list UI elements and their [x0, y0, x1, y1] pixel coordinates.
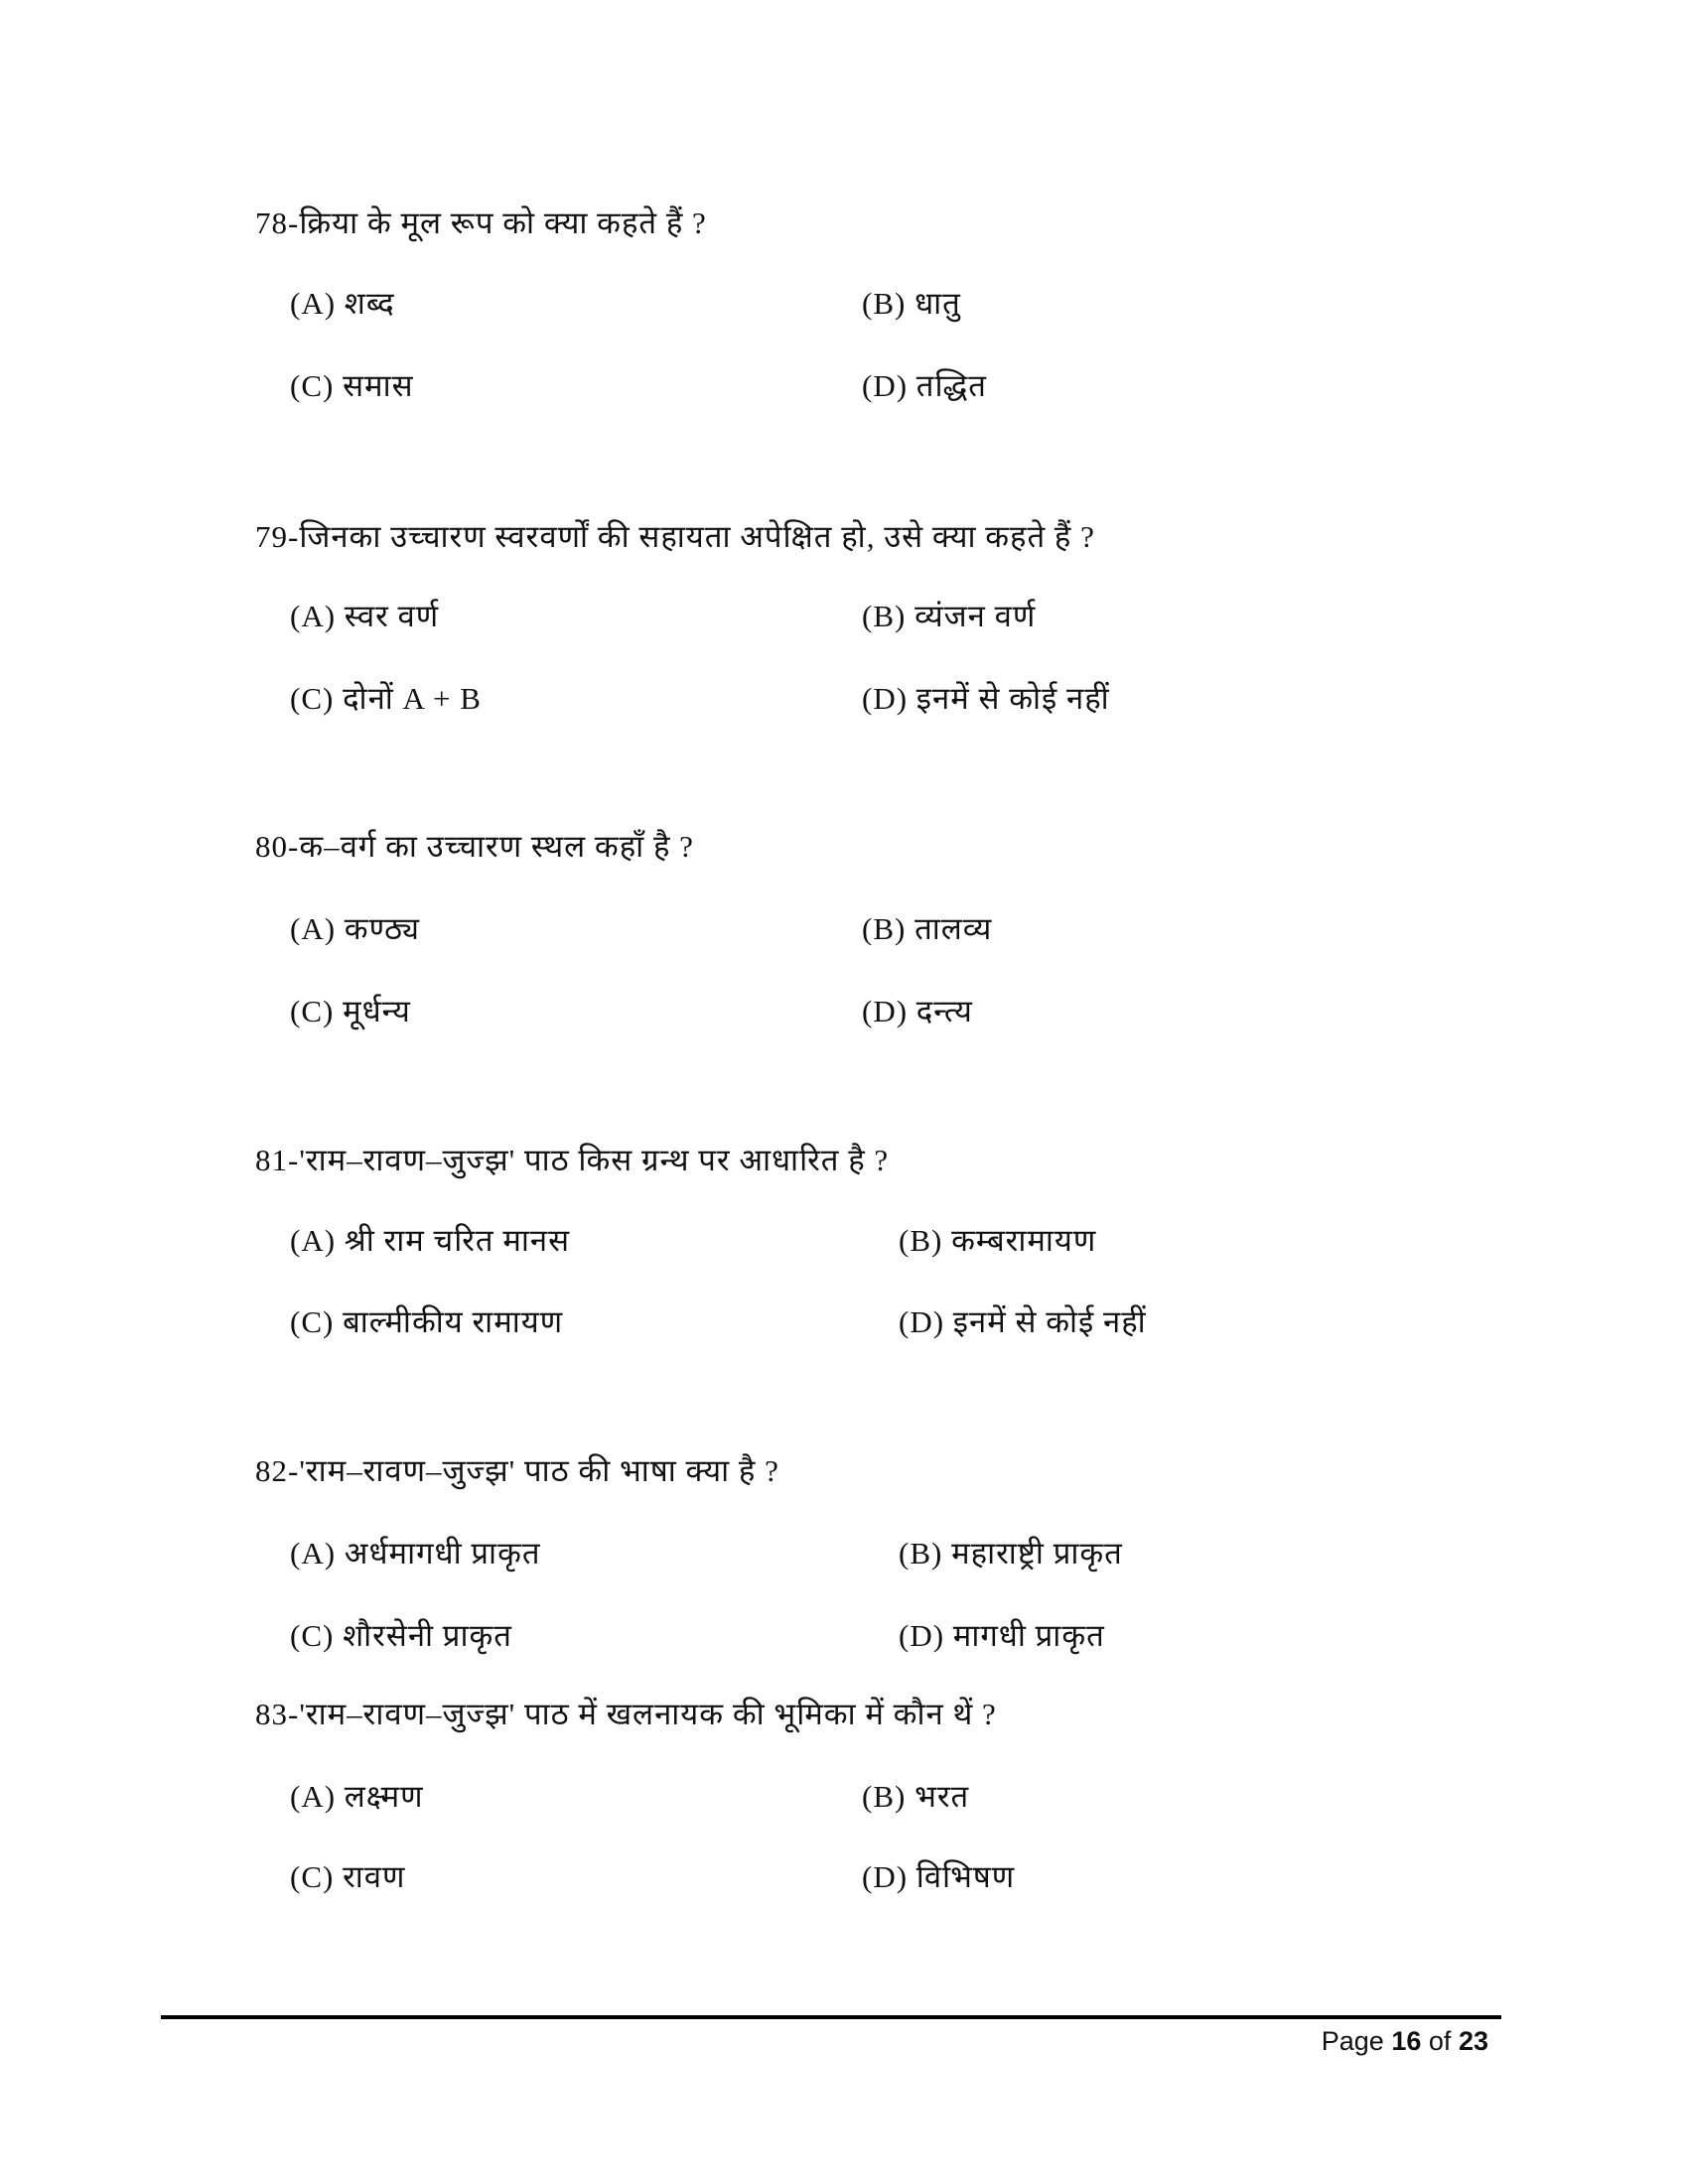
option-a: (A) कण्ठ्य	[290, 911, 420, 946]
option-c: (C) रावण	[290, 1859, 406, 1894]
option-a: (A) अर्धमागधी प्राकृत	[290, 1536, 541, 1570]
question-text: 78-क्रिया के मूल रूप को क्या कहते हैं ?	[255, 205, 707, 240]
option-d: (D) इनमें से कोई नहीं	[862, 681, 1110, 716]
option-d: (D) तद्धित	[862, 368, 987, 403]
footer-divider	[161, 2015, 1501, 2019]
option-d: (D) मागधी प्राकृत	[899, 1618, 1105, 1653]
question-text: 79-जिनका उच्चारण स्वरवर्णों की सहायता अपेक्षित हो, उसे क्या कहते हैं ?	[255, 519, 1095, 554]
option-a: (A) स्वर वर्ण	[290, 599, 440, 633]
option-c: (C) समास	[290, 368, 414, 403]
option-a: (A) श्री राम चरित मानस	[290, 1223, 571, 1258]
option-c: (C) मूर्धन्य	[290, 994, 411, 1028]
option-c: (C) शौरसेनी प्राकृत	[290, 1618, 512, 1653]
question-text: 83-'राम–रावण–जुज्झ' पाठ में खलनायक की भूमिका में कौन थें ?	[255, 1697, 997, 1731]
option-b: (B) तालव्य	[862, 911, 993, 946]
page-current: 16	[1391, 2026, 1422, 2056]
option-c: (C) दोनों A + B	[290, 681, 482, 716]
option-d: (D) इनमें से कोई नहीं	[899, 1304, 1147, 1339]
option-c: (C) बाल्मीकीय रामायण	[290, 1304, 564, 1339]
page-label: Page	[1321, 2026, 1384, 2056]
option-a: (A) लक्ष्मण	[290, 1779, 424, 1814]
option-b: (B) कम्बरामायण	[899, 1223, 1097, 1258]
option-b: (B) भरत	[862, 1779, 970, 1814]
option-a: (A) शब्द	[290, 286, 395, 321]
question-text: 80-क–वर्ग का उच्चारण स्थल कहाँ है ?	[255, 829, 694, 864]
option-b: (B) महाराष्ट्री प्राकृत	[899, 1536, 1123, 1570]
page-number	[1322, 2025, 1488, 2057]
of-label: of	[1428, 2026, 1452, 2056]
question-text: 81-'राम–रावण–जुज्झ' पाठ किस ग्रन्थ पर आधारित है ?	[255, 1143, 890, 1177]
option-b: (B) व्यंजन वर्ण	[862, 599, 1037, 633]
question-text: 82-'राम–रावण–जुज्झ' पाठ की भाषा क्या है ?	[255, 1453, 779, 1488]
option-d: (D) दन्त्य	[862, 994, 973, 1028]
page-total: 23	[1458, 2026, 1488, 2056]
option-b: (B) धातु	[862, 286, 961, 321]
option-d: (D) विभिषण	[862, 1859, 1016, 1894]
